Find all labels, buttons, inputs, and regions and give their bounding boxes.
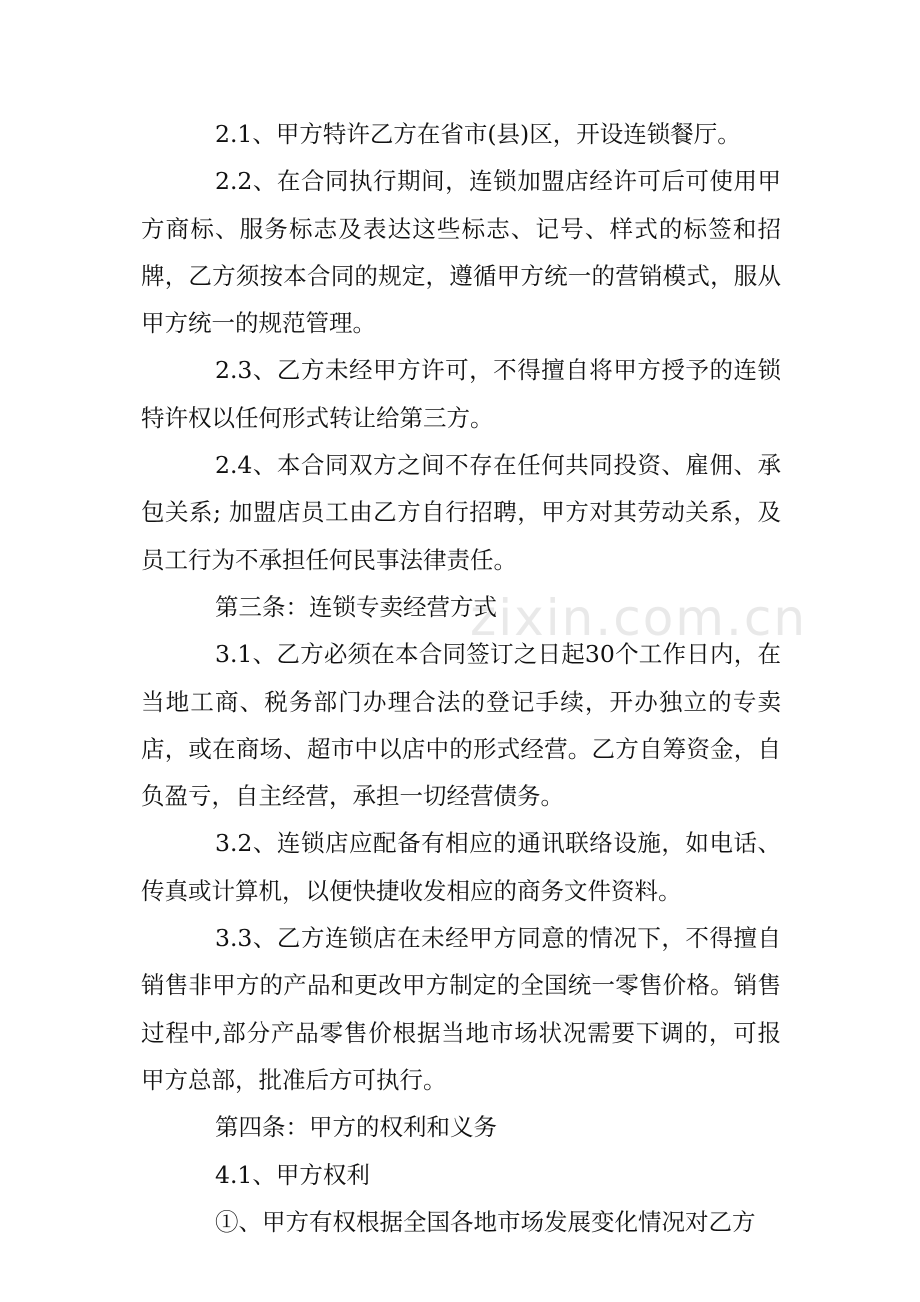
clause-3-3: 3.3、乙方连锁店在未经甲方同意的情况下，不得擅自销售非甲方的产品和更改甲方制定的全国统一零售价格。销售过程中,部分产品零售价根据当地市场状况需要下调的，可报甲方总部，批准后方可执行。 [141,924,781,1094]
clause-2-4: 2.4、本合同双方之间不存在任何共同投资、雇佣、承包关系; 加盟店员工由乙方自行招聘，甲方对其劳动关系，及员工行为不承担任何民事法律责任。 [141,451,781,574]
clause-2-2: 2.2、在合同执行期间，连锁加盟店经许可后可使用甲方商标、服务标志及表达这些标志、记号、样式的标签和招牌，乙方须按本合同的规定，遵循甲方统一的营销模式，服从甲方统一的规范管理。 [141,167,781,338]
watermark: zixin.com.cn [470,589,808,647]
clause-4-1-item-1: ①、甲方有权根据全国各地市场发展变化情况对乙方 [215,1207,756,1236]
article-3-heading: 第三条：连锁专卖经营方式 [215,592,497,621]
clause-3-2: 3.2、连锁店应配备有相应的通讯联络设施，如电话、传真或计算机，以便快捷收发相应的商务文件资料。 [141,829,781,905]
document-body [141,111,781,1246]
clause-2-1: 2.1、甲方特许乙方在省市(县)区，开设连锁餐厅。 [215,120,741,148]
clause-4-1-heading: 4.1、甲方权利 [215,1160,370,1189]
clause-2-3: 2.3、乙方未经甲方许可，不得擅自将甲方授予的连锁特许权以任何形式转让给第三方。 [141,356,781,432]
clause-3-1: 3.1、乙方必须在本合同签订之日起30个工作日内，在当地工商、税务部门办理合法的登记手续，开办独立的专卖店，或在商场、超市中以店中的形式经营。乙方自筹资金，自负盈亏，自主经营，承担一切经营债务。 [141,640,781,811]
article-4-heading: 第四条：甲方的权利和义务 [215,1113,497,1142]
